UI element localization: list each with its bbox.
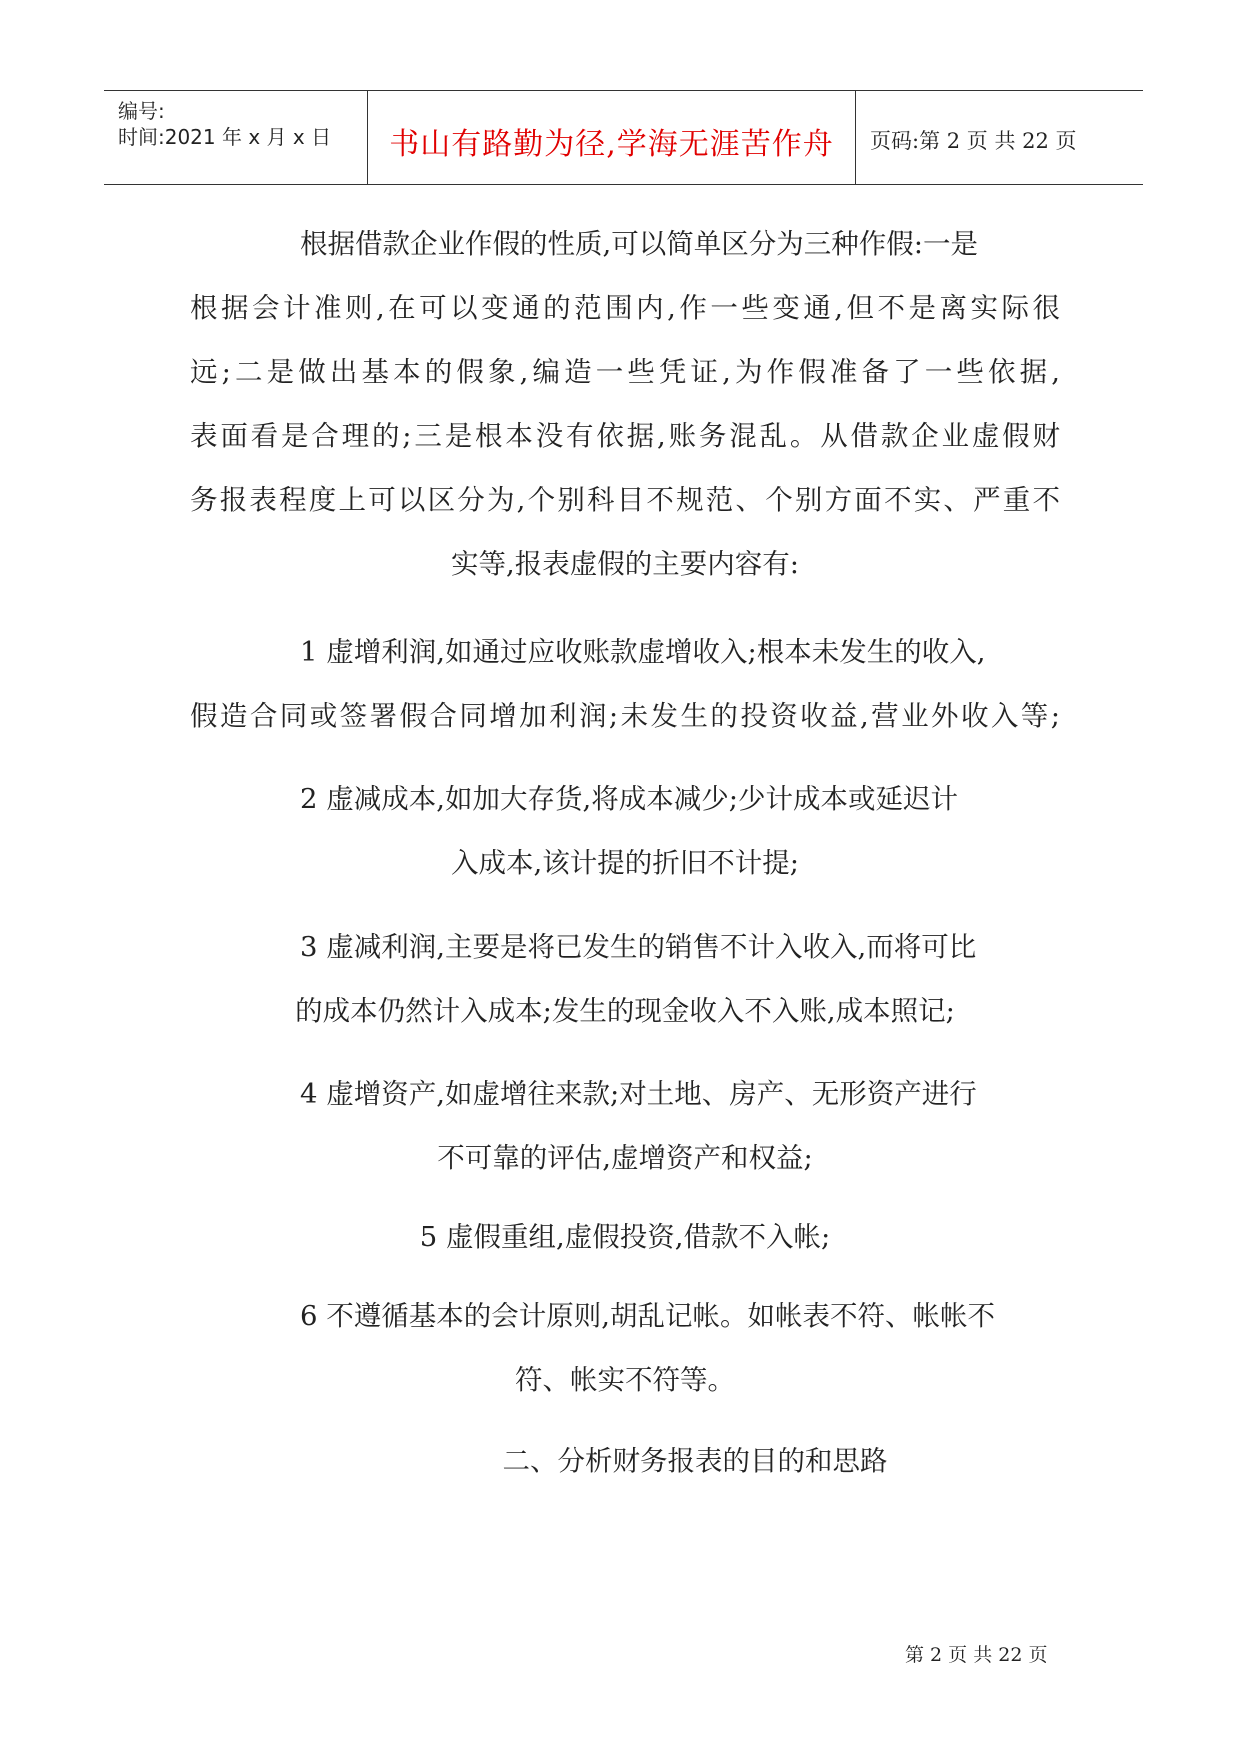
list-item-5 bbox=[190, 1205, 1060, 1269]
paragraph-line: 2 虚减成本,如加大存货,将成本减少;少计成本或延迟计 bbox=[300, 783, 958, 815]
paragraph-line: 实等,报表虚假的主要内容有: bbox=[450, 548, 799, 580]
section-heading bbox=[190, 1429, 1060, 1493]
paragraph-line: 不可靠的评估,虚增资产和权益; bbox=[437, 1142, 813, 1174]
paragraph-line: 的成本仍然计入成本;发生的现金收入不入账,成本照记; bbox=[295, 995, 955, 1027]
paragraph-line: 根据借款企业作假的性质,可以简单区分为三种作假:一是 bbox=[300, 228, 979, 260]
document-number-label: 编号: bbox=[118, 99, 165, 123]
document-header bbox=[104, 90, 1143, 185]
paragraph-line: 1 虚增利润,如通过应收账款虚增收入;根本未发生的收入, bbox=[300, 636, 986, 668]
paragraph-line: 3 虚减利润,主要是将已发生的销售不计入收入,而将可比 bbox=[300, 931, 977, 963]
header-motto: 书山有路勤为径,学海无涯苦作舟 bbox=[389, 127, 834, 162]
header-motto-cell bbox=[368, 91, 856, 184]
header-info-cell bbox=[104, 91, 368, 184]
list-item-3 bbox=[190, 915, 1060, 1043]
page-footer: 第 2 页 共 22 页 bbox=[905, 1644, 1048, 1666]
paragraph-line: 务报表程度上可以区分为,个别科目不规范、个别方面不实、严重不 bbox=[190, 484, 1060, 516]
header-page-cell bbox=[856, 91, 1143, 184]
list-item-4 bbox=[190, 1062, 1060, 1190]
document-time-label: 时间:2021 年 x 月 x 日 bbox=[118, 125, 332, 149]
paragraph-line: 根据会计准则,在可以变通的范围内,作一些变通,但不是离实际很 bbox=[190, 292, 1060, 324]
paragraph-line: 远;二是做出基本的假象,编造一些凭证,为作假准备了一些依据, bbox=[190, 356, 1060, 388]
paragraph-line: 5 虚假重组,虚假投资,借款不入帐; bbox=[419, 1221, 831, 1253]
paragraph-line: 符、帐实不符等。 bbox=[515, 1364, 735, 1396]
section-heading-text: 二、分析财务报表的目的和思路 bbox=[502, 1445, 888, 1477]
list-item-1 bbox=[190, 620, 1060, 748]
paragraph-line: 表面看是合理的;三是根本没有依据,账务混乱。从借款企业虚假财 bbox=[190, 420, 1060, 452]
header-page-number: 页码:第 2 页 共 22 页 bbox=[870, 129, 1077, 153]
paragraph-line: 入成本,该计提的折旧不计提; bbox=[450, 847, 799, 879]
paragraph-line: 假造合同或签署假合同增加利润;未发生的投资收益,营业外收入等; bbox=[190, 700, 1060, 732]
paragraph-line: 6 不遵循基本的会计原则,胡乱记帐。如帐表不符、帐帐不 bbox=[300, 1300, 995, 1332]
paragraph-fraud-types bbox=[190, 212, 1060, 596]
paragraph-line: 4 虚增资产,如虚增往来款;对土地、房产、无形资产进行 bbox=[300, 1078, 977, 1110]
list-item-6 bbox=[190, 1284, 1060, 1412]
list-item-2 bbox=[190, 767, 1060, 895]
